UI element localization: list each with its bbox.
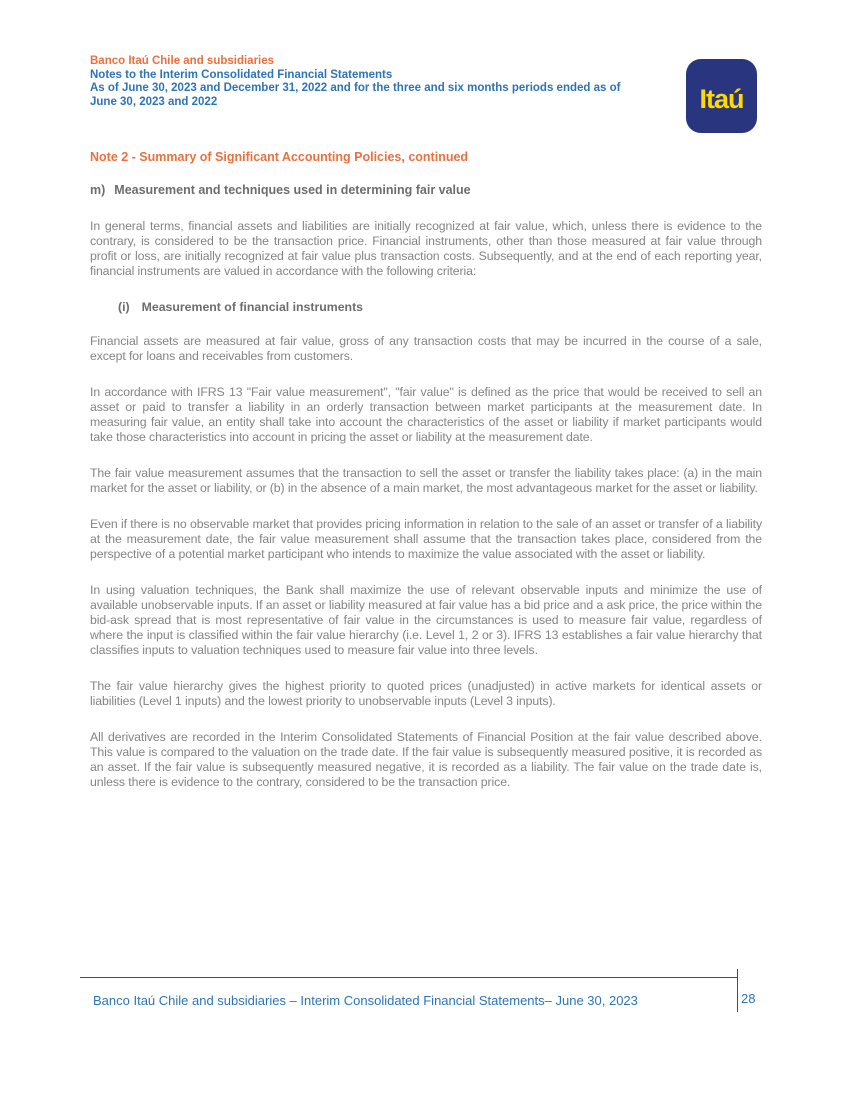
header-text-block bbox=[90, 55, 685, 109]
body-paragraph: Financial assets are measured at fair value, gross of any transaction costs that may be incurred in the course of a sale, except for loans and receivables from customers. bbox=[90, 334, 762, 363]
footer-text: Banco Itaú Chile and subsidiaries – Interim Consolidated Financial Statements– June 30, 2023 bbox=[93, 993, 638, 1008]
body-paragraph: All derivatives are recorded in the Interim Consolidated Statements of Financial Position at the fair value described above. This value is compared to the valuation on the trade date. If the fair value is subsequently measured positive, it is recorded as an asset. If the fair value is subsequently measured negative, it is recorded as a liability. The fair value on the trade date is, unless there is evidence to the contrary, considered to be the transaction price. bbox=[90, 730, 762, 789]
body-paragraph: The fair value measurement assumes that the transaction to sell the asset or transfer the liability takes place: (a) in the main market for the asset or liability, or (b) in the absence of a main market, the most advantageous market for the asset or liability. bbox=[90, 466, 762, 495]
header-subtitle: Notes to the Interim Consolidated Financial Statements bbox=[90, 68, 393, 81]
header-company: Banco Itaú Chile and subsidiaries bbox=[90, 55, 275, 67]
footer-rule bbox=[80, 977, 737, 978]
body-paragraph: In accordance with IFRS 13 "Fair value measurement", "fair value" is defined as the price that would be received to sell an asset or paid to transfer a liability in an orderly transaction between market participants at the measurement date. In measuring fair value, an entity shall take into account the characteristics of the asset or liability if market participants would take those characteristics into account in pricing the asset or liability at the measurement date. bbox=[90, 385, 762, 444]
subsection-heading bbox=[90, 300, 762, 314]
header-period-line2: June 30, 2023 and 2022 bbox=[90, 95, 218, 108]
section-label: m) bbox=[90, 183, 106, 197]
document-footer bbox=[80, 969, 769, 1014]
body-paragraph: In using valuation techniques, the Bank shall maximize the use of relevant observable inputs and minimize the use of available unobservable inputs. If an asset or liability measured at fair value has a bid price and a ask price, the price within the bid-ask spread that is most representative of fair value in the circumstances is used to measure fair value, regardless of where the input is classified within the fair value hierarchy (i.e. Level 1, 2 or 3). IFRS 13 establishes a fair value hierarchy that classifies inputs to valuation techniques used to measure fair value into three levels. bbox=[90, 583, 762, 657]
body-paragraph: Even if there is no observable market that provides pricing information in relation to the sale of an asset or transfer of a liability at the measurement date, the fair value measurement shall assume that the transaction takes place, considered from the perspective of a potential market participant who intends to maximize the value associated with the asset or liability. bbox=[90, 517, 762, 561]
itau-logo bbox=[686, 59, 757, 133]
section-heading bbox=[90, 183, 762, 197]
subsection-title: Measurement of financial instruments bbox=[141, 300, 364, 314]
footer-page-number: 28 bbox=[741, 991, 756, 1006]
note-title: Note 2 - Summary of Significant Accounting Policies, continued bbox=[90, 150, 469, 164]
section-title: Measurement and techniques used in determining fair value bbox=[114, 183, 471, 197]
header-period-line1: As of June 30, 2023 and December 31, 2022 and for the three and six months periods ended as of bbox=[90, 82, 621, 94]
document-header bbox=[90, 55, 762, 114]
subsection-label: (i) bbox=[118, 300, 130, 314]
note-content bbox=[90, 150, 762, 811]
body-paragraph: The fair value hierarchy gives the highest priority to quoted prices (unadjusted) in active markets for identical assets or liabilities (Level 1 inputs) and the lowest priority to unobservable inputs (Level 3 inputs). bbox=[90, 679, 762, 708]
itau-logo-text: Itaú bbox=[699, 83, 744, 114]
footer-page-divider bbox=[737, 969, 738, 1012]
intro-paragraph: In general terms, financial assets and liabilities are initially recognized at fair value, which, unless there is evidence to the contrary, is considered to be the transaction price. Financial instruments, other than those measured at fair value through profit or loss, are initially recognized at fair value plus transaction costs. Subsequently, and at the end of each reporting year, financial instruments are valued in accordance with the following criteria: bbox=[90, 219, 762, 278]
